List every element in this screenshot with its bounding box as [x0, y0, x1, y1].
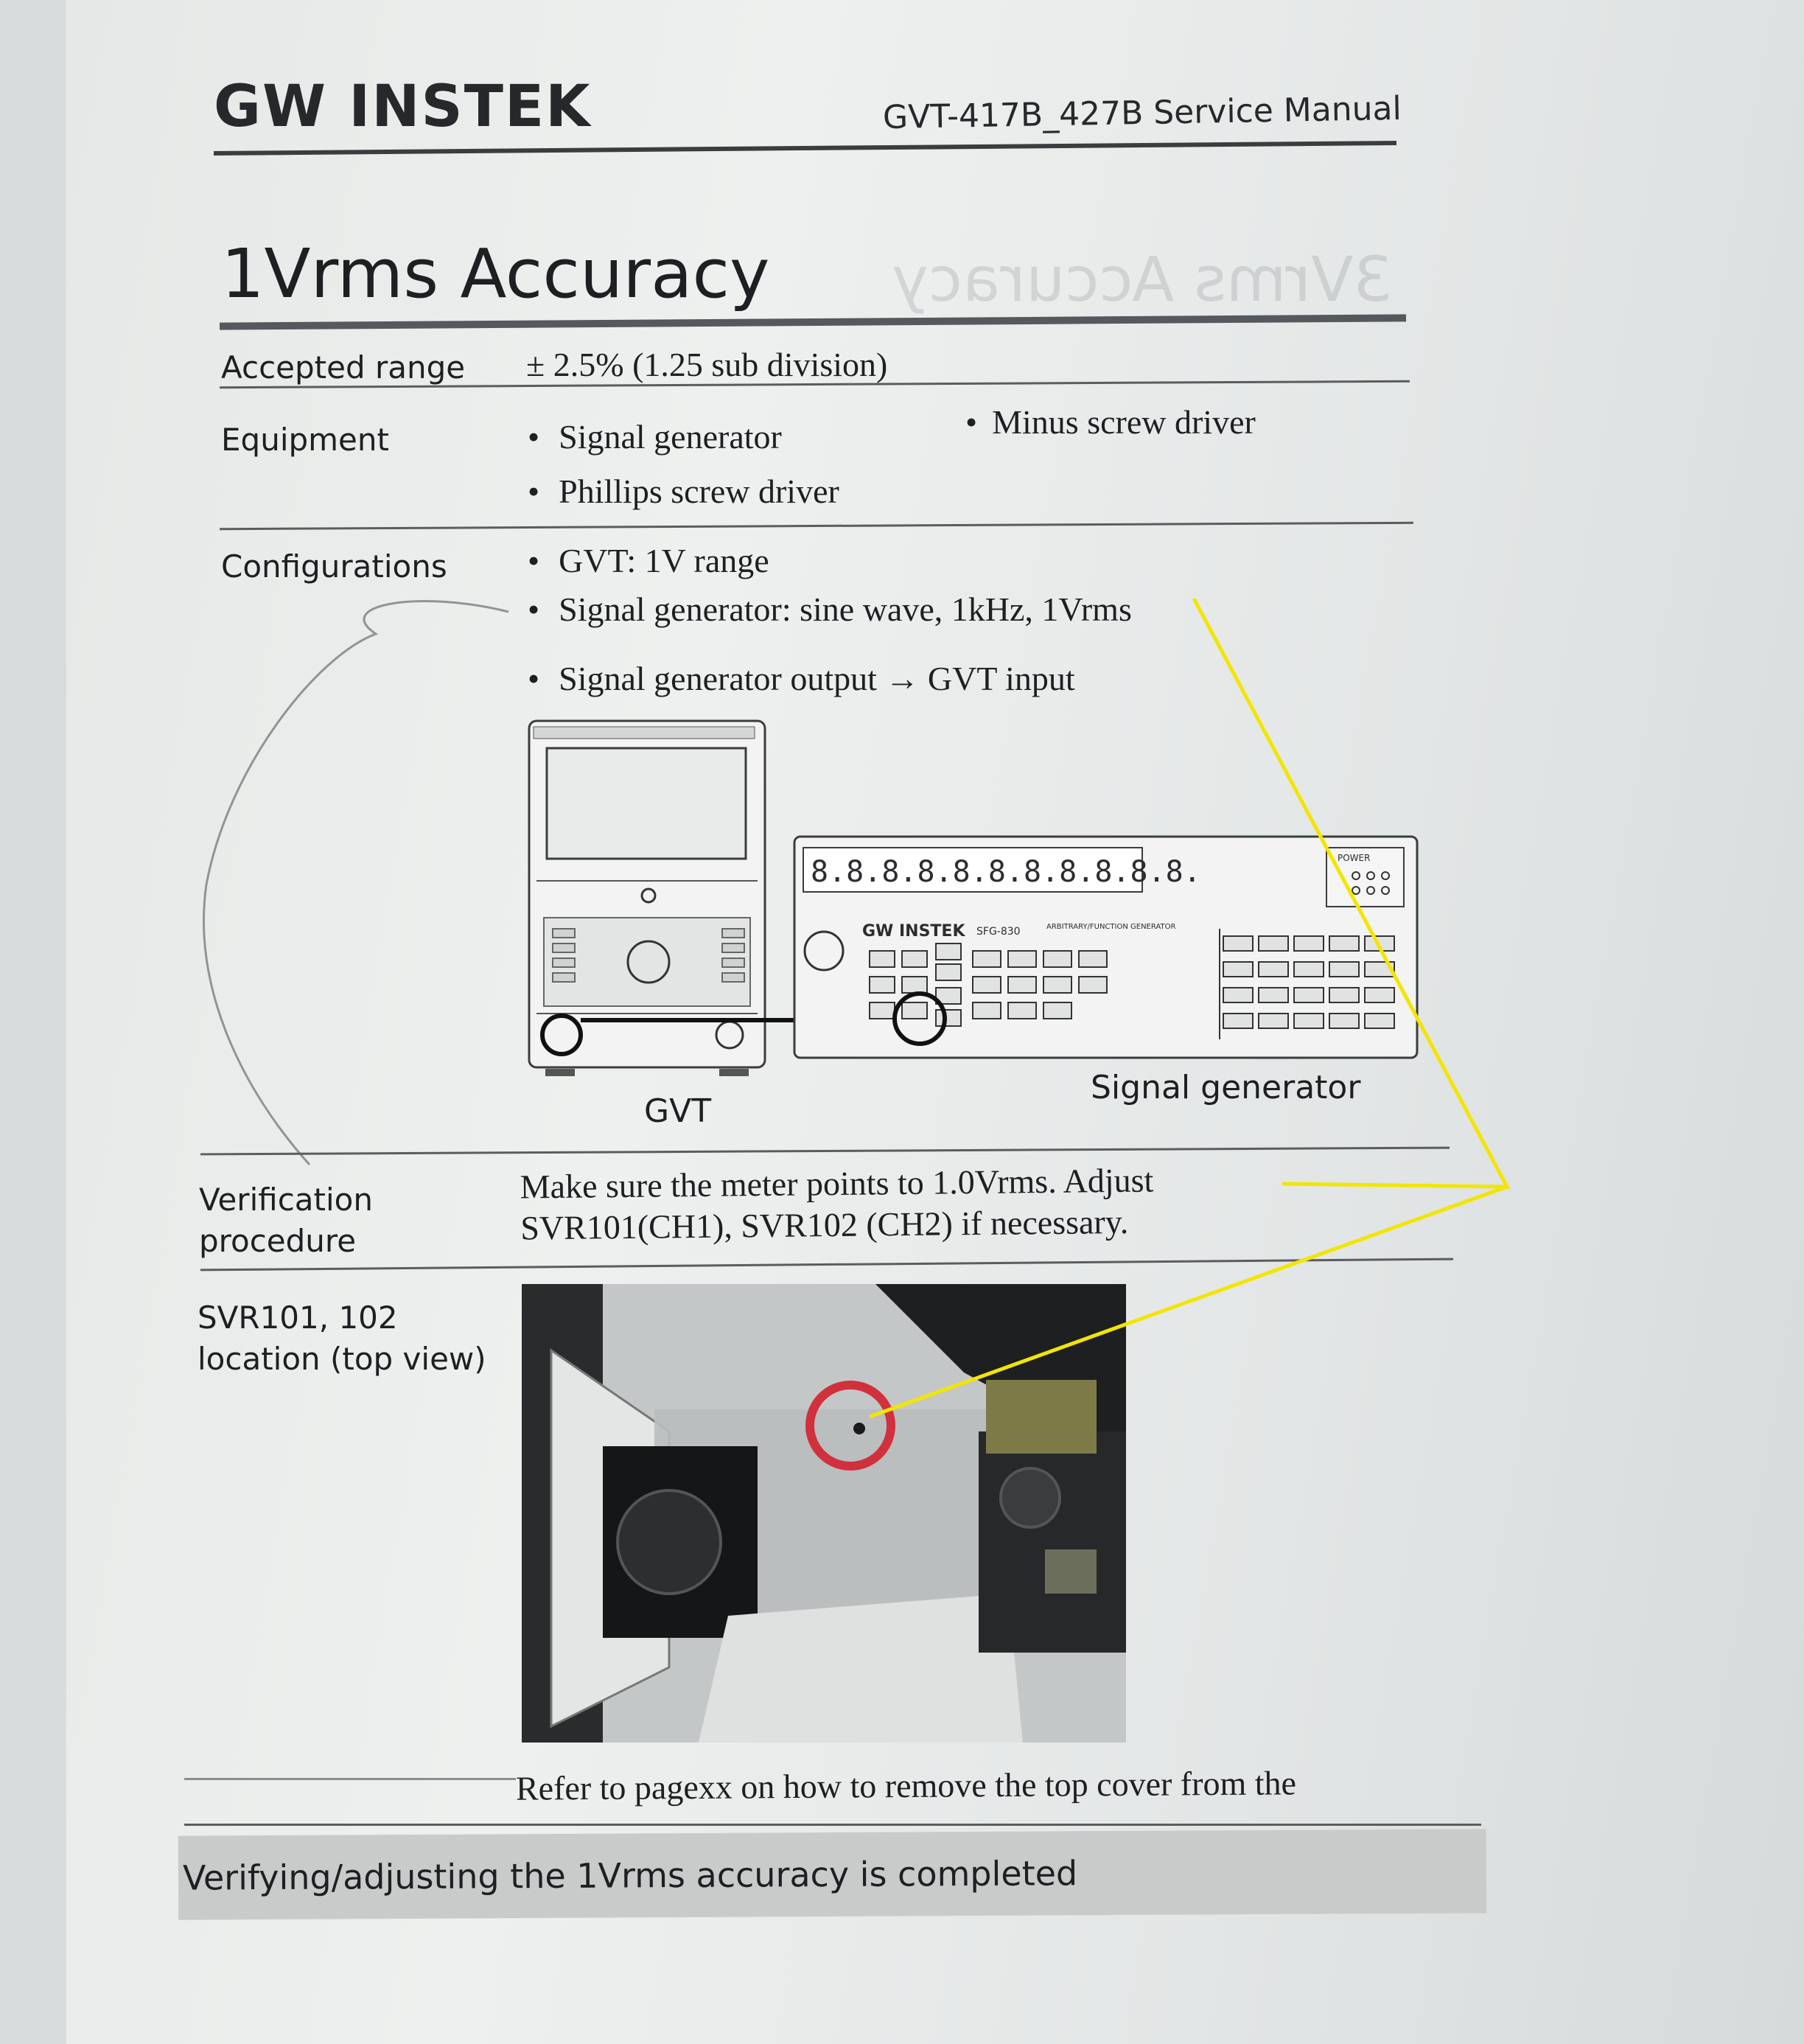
row-rule-6	[184, 1824, 1481, 1826]
equipment-item-3: • Phillips screw driver	[528, 472, 839, 510]
signal-generator-caption: Signal generator	[1091, 1069, 1361, 1106]
equipment-item-1: • Signal generator	[528, 418, 782, 456]
verification-label: Verification procedure	[199, 1182, 373, 1259]
section-title: 1Vrms Accuracy	[221, 234, 770, 313]
equipment-label: Equipment	[221, 422, 389, 458]
completion-text: Verifying/adjusting the 1Vrms accuracy is completed	[182, 1853, 1078, 1898]
yellow-annotation-lines	[870, 590, 1518, 1445]
bleed-through-title: 3Vrms Accuracy	[892, 243, 1393, 315]
svg-text:GW INSTEK: GW INSTEK	[862, 922, 965, 941]
completion-banner	[178, 1829, 1487, 1919]
svg-text:SFG-830: SFG-830	[976, 926, 1021, 938]
accepted-range-label: Accepted range	[221, 349, 466, 386]
brand-logo: GW INSTEK	[214, 74, 592, 140]
location-label: SVR101, 102 location (top view)	[197, 1300, 486, 1377]
manual-title: GVT-417B_427B Service Manual	[882, 89, 1402, 137]
svg-text:POWER: POWER	[1338, 853, 1371, 863]
refer-note: Refer to pagexx on how to remove the top cover from the	[515, 1764, 1297, 1807]
configurations-label: Configurations	[221, 548, 447, 585]
pencil-loop-mark	[199, 575, 538, 1179]
row-rule-5	[184, 1778, 516, 1780]
svg-text:ARBITRARY/FUNCTION GENERATOR: ARBITRARY/FUNCTION GENERATOR	[1046, 923, 1176, 931]
verification-text: Make sure the meter points to 1.0Vrms. Adjust SVR101(CH1), SVR102 (CH2) if necessary.	[520, 1161, 1154, 1247]
config-item-2: • Signal generator: sine wave, 1kHz, 1Vrms	[528, 590, 1132, 628]
gvt-caption: GVT	[644, 1092, 712, 1130]
config-item-3: • Signal generator output → GVT input	[528, 660, 1075, 697]
equipment-item-2: • Minus screw driver	[965, 403, 1256, 441]
accepted-range-value: ± 2.5% (1.25 sub division)	[526, 346, 888, 383]
gvt-meter-drawing	[529, 721, 765, 1076]
config-item-1: • GVT: 1V range	[528, 542, 769, 579]
svg-text:8.8.8.8.8.8.8.8.8.8.8.: 8.8.8.8.8.8.8.8.8.8.8.	[811, 855, 1201, 889]
